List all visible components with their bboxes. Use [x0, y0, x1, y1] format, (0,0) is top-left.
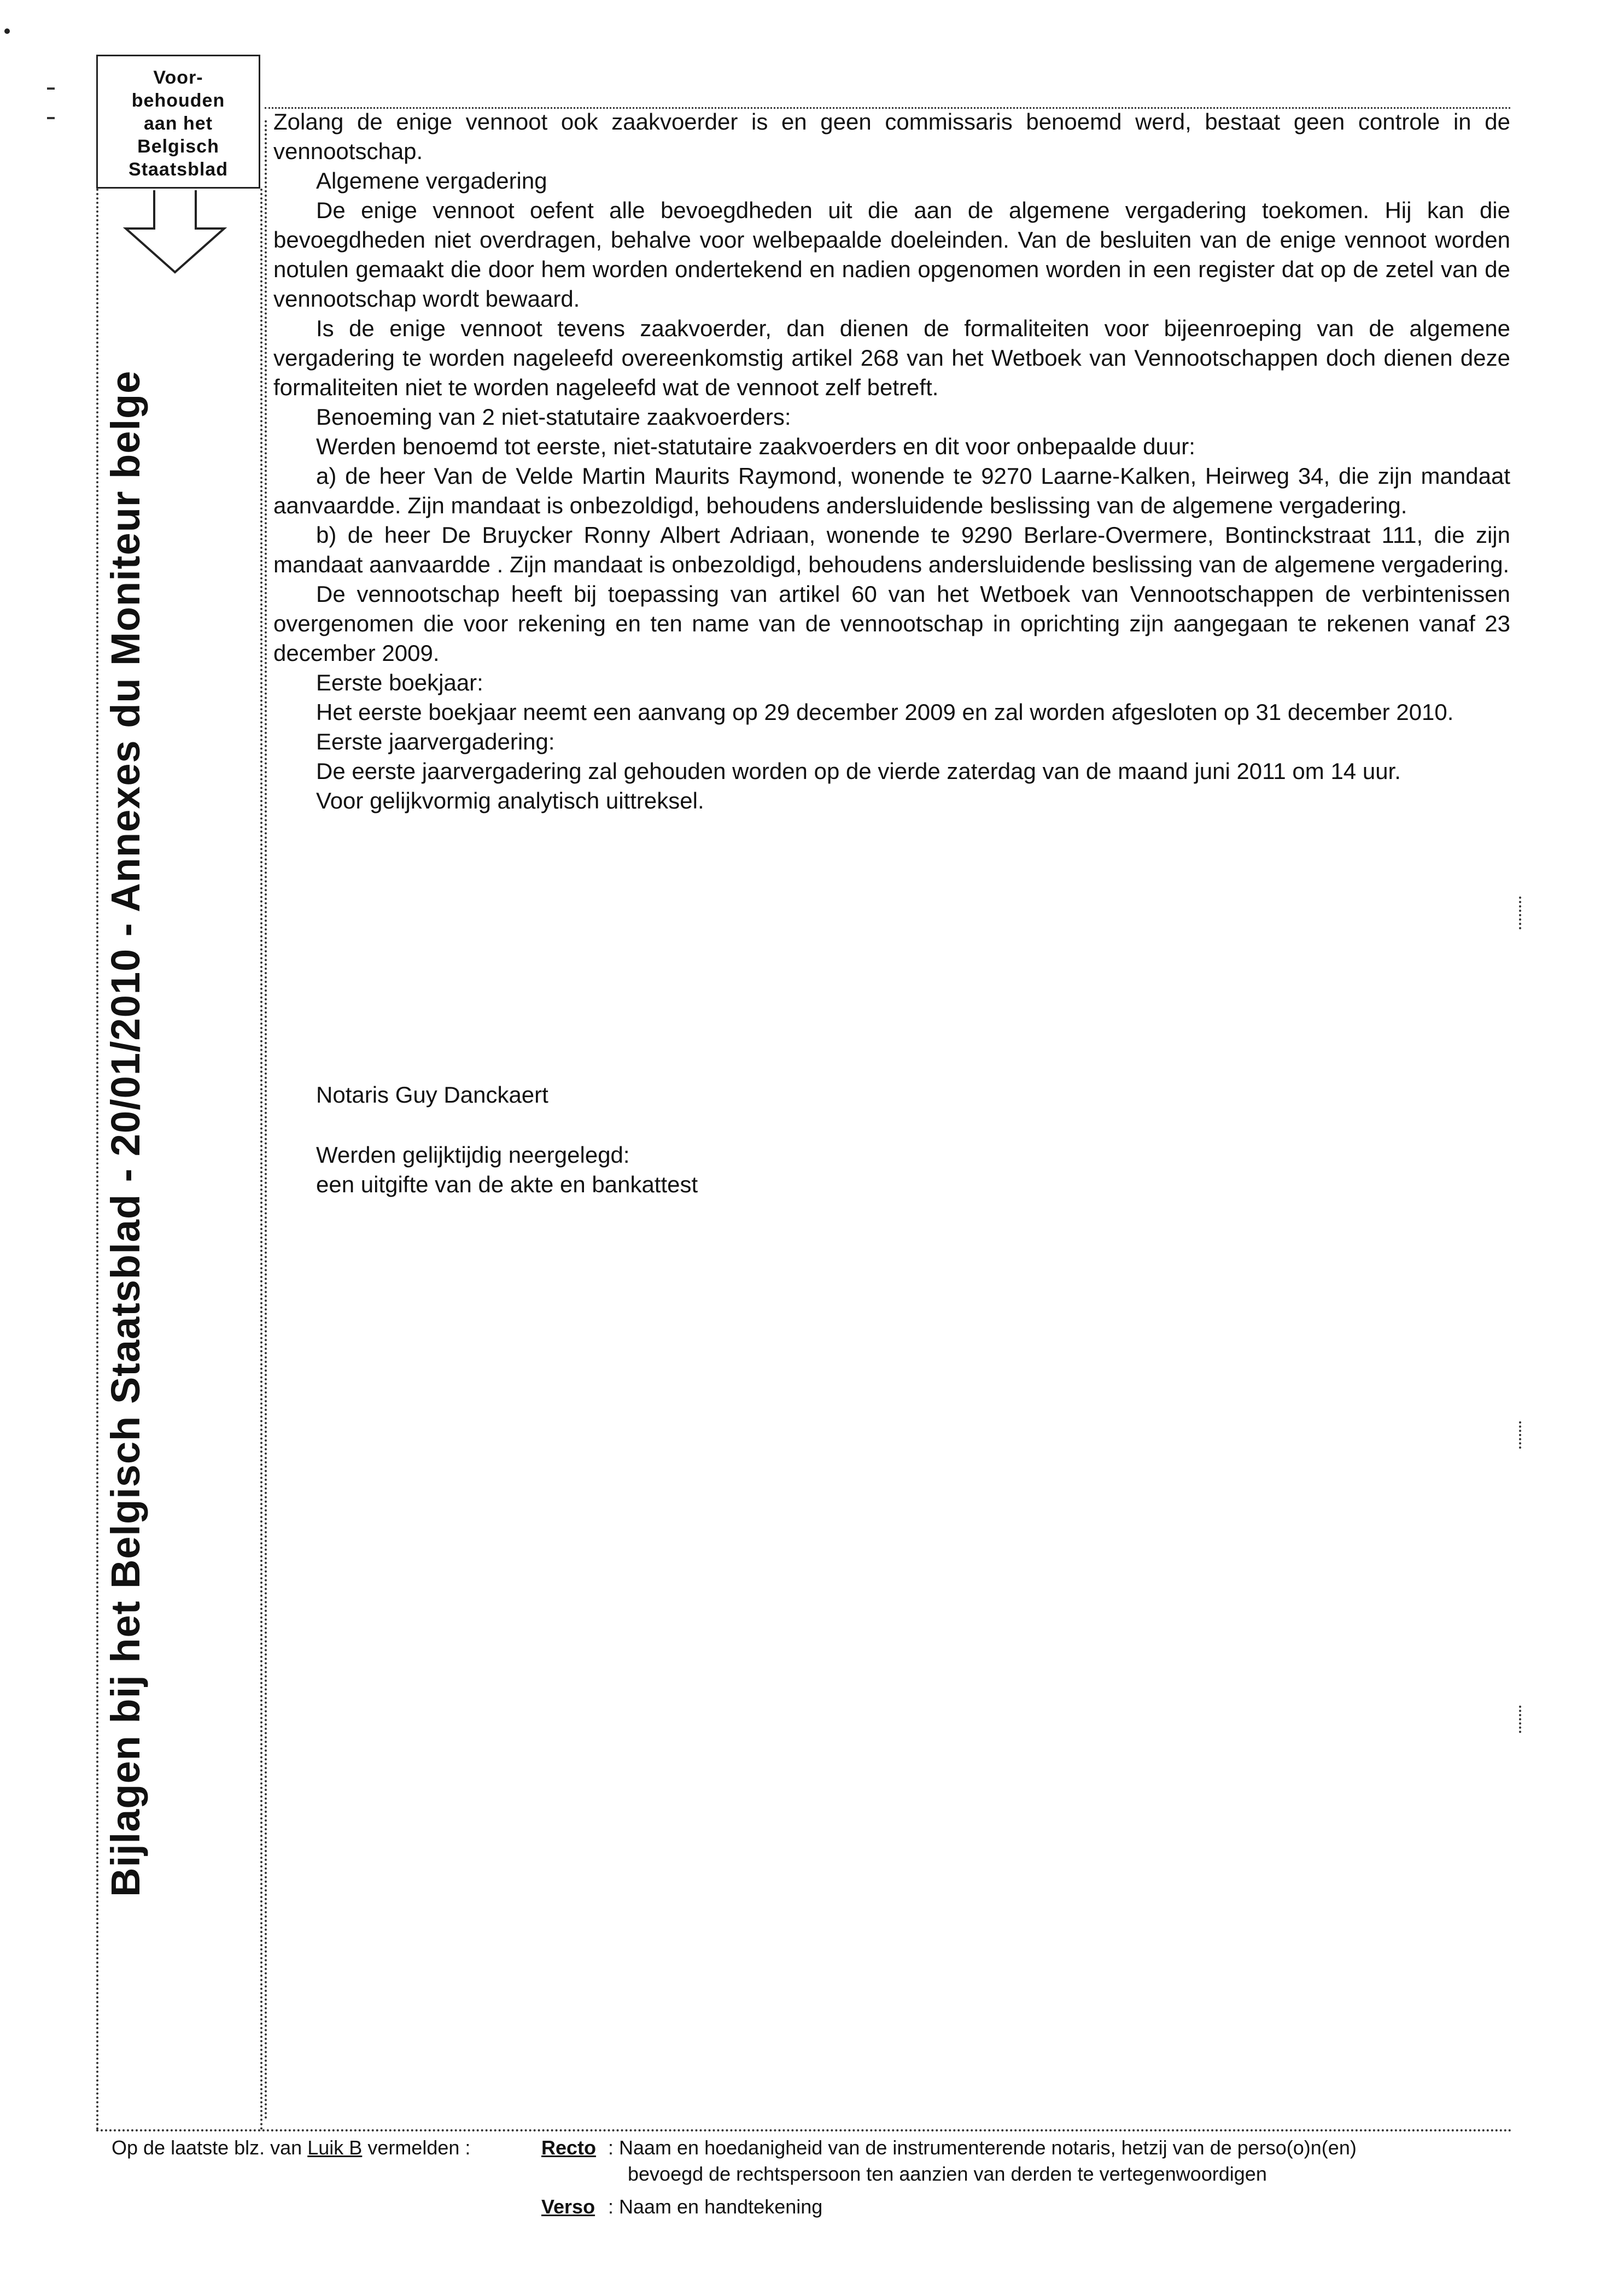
footer-suffix: vermelden : — [367, 2136, 471, 2159]
paragraph: Het eerste boekjaar neemt een aanvang op 29 december 2009 en zal worden afgesloten op 31 december 2010. — [316, 699, 1454, 725]
footer-instruction — [112, 2135, 470, 2160]
left-margin-line-inner — [260, 189, 262, 2132]
bottom-frame-line — [96, 2129, 1512, 2131]
reserved-box — [96, 55, 260, 189]
footer-luik: Luik B — [307, 2136, 363, 2159]
right-margin-mark — [1519, 897, 1521, 929]
side-publication-text: Bijlagen bij het Belgisch Staatsblad - 20/01/2010 - Annexes du Moniteur belge — [103, 370, 148, 1897]
text-margin-line — [265, 120, 267, 2121]
reserved-line: Voor- — [153, 67, 203, 88]
reserved-line: Belgisch — [137, 136, 219, 157]
paragraph: b) de heer De Bruycker Ronny Albert Adriaan, wonende te 9290 Berlare-Overmere, Bontinckstraat 111, die zijn mandaat aanvaardde . Zijn mandaat is onbezoldigd, behoudens andersluidende beslissing van de algemene vergadering. — [273, 522, 1510, 577]
recto-line-2: bevoegd de rechtspersoon ten aanzien van derden te vertegenwoordigen — [628, 2163, 1267, 2185]
notary-name: Notaris Guy Danckaert — [316, 1082, 548, 1108]
paragraph: Werden benoemd tot eerste, niet-statutaire zaakvoerders en dit voor onbepaalde duur: — [316, 434, 1195, 459]
paragraph: a) de heer Van de Velde Martin Maurits Raymond, wonende te 9270 Laarne-Kalken, Heirweg 34, die zijn mandaat aanvaardde. Zijn mandaat is onbezoldigd, behoudens andersluidende beslissing van de algemene vergadering. — [273, 463, 1510, 518]
scan-dot — [4, 28, 10, 34]
heading-first-annual-meeting: Eerste jaarvergadering: — [316, 729, 555, 754]
deposited-label: Werden gelijktijdig neergelegd: — [316, 1142, 630, 1168]
reserved-line: behouden — [131, 90, 225, 111]
document-body — [273, 107, 1510, 816]
paragraph: Zolang de enige vennoot ook zaakvoerder is en geen commissaris benoemd werd, bestaat geen controle in de vennootschap. — [273, 109, 1510, 164]
heading-first-fiscal-year: Eerste boekjaar: — [316, 670, 483, 695]
paragraph: Voor gelijkvormig analytisch uittreksel. — [316, 788, 704, 813]
paragraph: De enige vennoot oefent alle bevoegdheden uit die aan de algemene vergadering toekomen. Hij kan die bevoegdheden niet overdragen, behalve voor welbepaalde doeleinden. Van de besluiten van de enige vennoot worden notulen gemaakt die door hem worden ondertekend en nadien opgenomen worden in een register dat op de zetel van de vennootschap wordt bewaard. — [273, 197, 1510, 312]
scan-dash — [47, 87, 55, 90]
verso-text: : Naam en handtekening — [608, 2195, 823, 2218]
recto-label: Recto — [541, 2136, 597, 2159]
paragraph: De vennootschap heeft bij toepassing van artikel 60 van het Wetboek van Vennootschappen de verbintenissen overgenomen die voor rekening en ten name van de vennootschap in oprichting zijn aangegaan te rekenen vanaf 23 december 2009. — [273, 581, 1510, 666]
footer-prefix: Op de laatste blz. van — [112, 2136, 302, 2159]
arrow-down-icon — [120, 190, 230, 278]
reserved-line: aan het — [143, 113, 213, 134]
scan-dash — [47, 117, 55, 119]
paragraph: De eerste jaarvergadering zal gehouden worden op de vierde zaterdag van de maand juni 2011 om 14 uur. — [316, 758, 1401, 784]
reserved-line: Staatsblad — [128, 159, 228, 180]
paragraph: Is de enige vennoot tevens zaakvoerder, dan dienen de formaliteiten voor bijeenroeping van de algemene vergadering te worden nageleefd overeenkomstig artikel 268 van het Wetboek van Vennootschappen doch dienen deze formaliteiten niet te worden nageleefd wat de vennoot zelf betreft. — [273, 315, 1510, 400]
deposited-item: een uitgifte van de akte en bankattest — [316, 1172, 698, 1197]
verso-label: Verso — [541, 2195, 595, 2218]
heading-appointment: Benoeming van 2 niet-statutaire zaakvoerders: — [316, 404, 791, 430]
right-margin-mark — [1519, 1706, 1521, 1733]
heading-general-meeting: Algemene vergadering — [316, 168, 547, 194]
recto-line-1: : Naam en hoedanigheid van de instrumenterende notaris, hetzij van de perso(o)n(en) — [608, 2136, 1357, 2159]
right-margin-mark — [1519, 1421, 1521, 1449]
